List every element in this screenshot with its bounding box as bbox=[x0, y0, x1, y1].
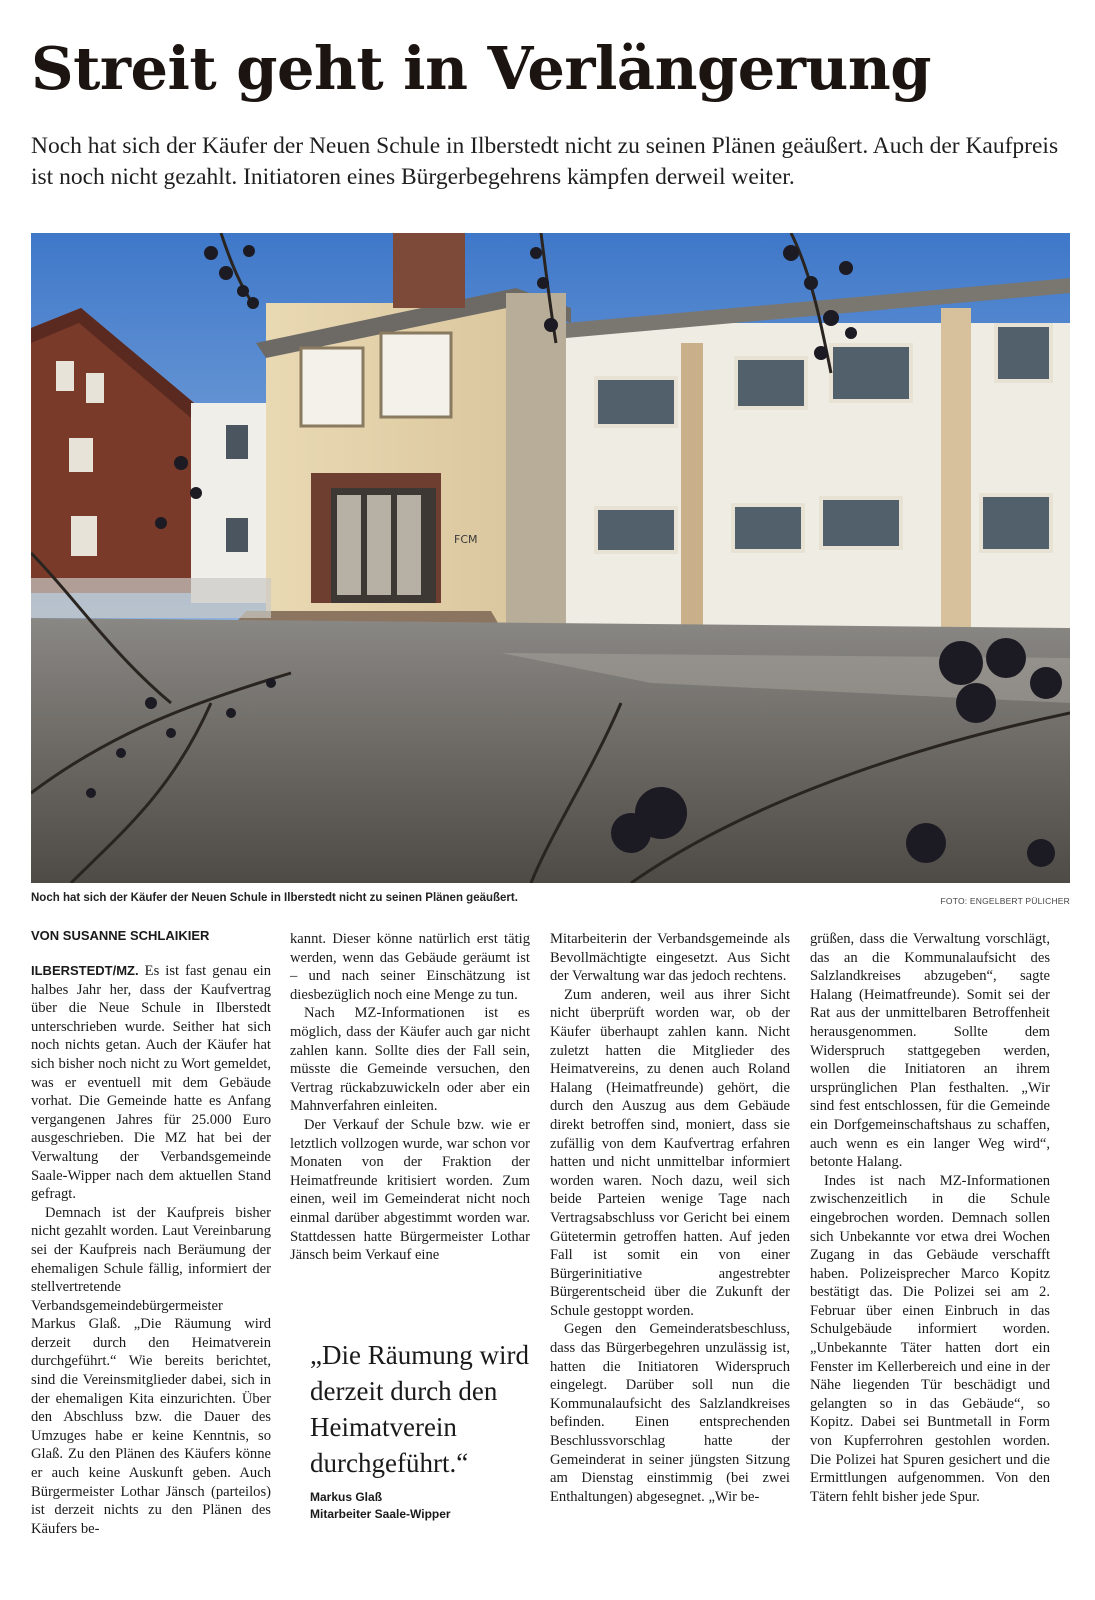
article-column-4 bbox=[810, 930, 1050, 1506]
paragraph-text: Es ist fast genau ein halbes Jahr her, dass der Kaufvertrag über die Neue Schule in Ilberstedt unterschrieben wurde. Seither hat sich noch nichts getan. Auch der Käufer hat sich bisher noch nicht zu Wort gemeldet, was er eventuell mit dem Gebäude vorhat. Die Gemeinde hatte es Anfang vergangenen Jahres für 25.000 Euro ausgeschrieben. Die MZ hat bei der Verwaltung der Verbandsgemeinde Saale-Wipper nach dem aktuellen Stand gefragt. bbox=[31, 963, 271, 1203]
photo-credit: FOTO: ENGELBERT PÜLICHER bbox=[940, 896, 1070, 906]
pull-quote-text: „Die Räumung wird derzeit durch den Heimatverein durchgeführt.“ bbox=[310, 1340, 529, 1478]
paragraph: grüßen, dass die Verwaltung vorschlägt, das an die Kommunalaufsicht des Salzlandkreises abzugeben“, sagte Halang (Heimatfreunde). Somit sei der Rat aus der unmittelbaren Betroffenheit herausgenommen. Sollte dem Widerspruch stattgegeben werden, wollen die Initiatoren an ihrem ursprünglichen Plan festhalten. „Wir sind fest entschlossen, für die Gemeinde ein Dorfgemeinschaftshaus zu schaffen, auch wenn es ein langer Weg wird“, betonte Halang. bbox=[810, 931, 1050, 1171]
graffiti-text: FCM bbox=[454, 533, 478, 546]
pull-quote-role: Mitarbeiter Saale-Wipper bbox=[310, 1507, 451, 1521]
paragraph bbox=[31, 962, 271, 1204]
article-column-2 bbox=[290, 930, 530, 1265]
subheadline: Noch hat sich der Käufer der Neuen Schule in Ilberstedt nicht zu seinen Plänen geäußert. Auch der Kaufpreis ist noch nicht gezahlt. Initiatoren eines Bürgerbegehrens kämpfen derweil weiter. bbox=[31, 133, 1059, 190]
paragraph: Demnach ist der Kaufpreis bisher nicht gezahlt worden. Laut Vereinbarung sei der Kaufpreis nach Beräumung der ehemaligen Schule fällig, informiert der stellvertretende Verbandsgemeindebürgermeister Markus Glaß. „Die Räumung wird derzeit durch den Heimatverein durchgeführt.“ Wie bereits berichtet, sind die Vereinsmitglieder dabei, sich in der ehemaligen Kita einzurichten. Über den Abschluss bzw. die Dauer des Umzuges habe er keine Kenntnis, so Glaß. Zu den Plänen des Käufers könne er auch keine Auskunft geben. Auch Bürgermeister Lothar Jänsch (parteilos) ist derzeit nichts zu den Plänen des Käufers be- bbox=[31, 1204, 271, 1537]
headline: Streit geht in Verlängerung bbox=[31, 34, 931, 103]
paragraph: Mitarbeiterin der Verbandsgemeinde als Bevollmächtigte eingesetzt. Aus Sicht der Verwaltung war das jedoch rechtens. bbox=[550, 931, 790, 985]
article-photo bbox=[31, 233, 1070, 883]
byline: VON SUSANNE SCHLAIKIER bbox=[31, 928, 210, 943]
pull-quote bbox=[310, 1337, 530, 1523]
paragraph: kannt. Dieser könne natürlich erst tätig werden, wenn das Gebäude geräumt ist – und nach seiner Einschätzung ist diesbezüglich noch eine Menge zu tun. bbox=[290, 931, 530, 1003]
dateline: ILBERSTEDT/MZ. bbox=[31, 963, 139, 978]
paragraph: Gegen den Gemeinderatsbeschluss, dass das Bürgerbegehren unzulässig ist, hatten die Initiatoren Widerspruch eingelegt. Darüber soll nun die Kommunalaufsicht des Salzlandkreises befinden. Einen entsprechenden Beschlussvorschlag hatte der Gemeinderat in seiner jüngsten Sitzung am Dienstag einstimmig (bei zwei Enthaltungen) abgesegnet. „Wir be- bbox=[550, 1321, 790, 1505]
paragraph: Der Verkauf der Schule bzw. wie er letztlich vollzogen wurde, war schon vor Monaten von der Fraktion der Heimatfreunde kritisiert worden. Zum einen, weil im Gemeinderat nicht noch einmal darüber abgestimmt worden war. Stattdessen hatte Bürgermeister Lothar Jänsch beim Verkauf eine bbox=[290, 1116, 530, 1264]
photo-caption: Noch hat sich der Käufer der Neuen Schule in Ilberstedt nicht zu seinen Plänen geäußert. bbox=[31, 892, 518, 904]
pull-quote-author: Markus Glaß bbox=[310, 1490, 383, 1504]
article-column-3 bbox=[550, 930, 790, 1506]
paragraph: Indes ist nach MZ-Informationen zwischenzeitlich in die Schule eingebrochen worden. Demnach sollen sich Unbekannte vor etwa drei Wochen Zugang in das Gebäude verschafft haben. Polizeisprecher Marco Kopitz bestätigt das. Die Polizei sei am 2. Februar über einen Einbruch in das Schulgebäude informiert worden. „Unbekannte Täter hatten dort ein Fenster im Kellerbereich und eine in der Nähe liegenden Tür beschädigt und gelangten so in das Gebäude“, so Kopitz. Dabei sei Buntmetall in Form von Kupferrohren gestohlen worden. Die Polizei hat Spuren gesichert und die Ermittlungen aufgenommen. Von den Tätern fehlt bisher jede Spur. bbox=[810, 1172, 1050, 1505]
paragraph: Zum anderen, weil aus ihrer Sicht nicht überprüft worden war, ob der Käufer überhaupt zahlen kann. Nicht zuletzt hatten die Mitglieder des Heimatvereins, zu denen auch Roland Halang (Heimatfreunde) gehört, die durch den Auszug aus dem Gebäude direkt betroffen sind, moniert, dass sie zufällig von dem Kaufvertrag erfahren hatten und nicht unmittelbar informiert worden waren. Noch dazu, weil sich beide Parteien wenige Tage nach Vertragsabschluss vor Gericht bei einem Gütetermin getroffen hatten. Auf jeden Fall ist somit ein von einer Bürgerinitiative angestrebter Bürgerentscheid über die Zukunft der Schule gestoppt worden. bbox=[550, 986, 790, 1319]
article-column-1 bbox=[31, 962, 271, 1538]
paragraph: Nach MZ-Informationen ist es möglich, dass der Käufer auch gar nicht zahlen kann. Sollte dies der Fall sein, müsste die Gemeinde versuchen, den Vertrag rückabzuwickeln oder aber ein Mahnverfahren einleiten. bbox=[290, 1005, 530, 1115]
